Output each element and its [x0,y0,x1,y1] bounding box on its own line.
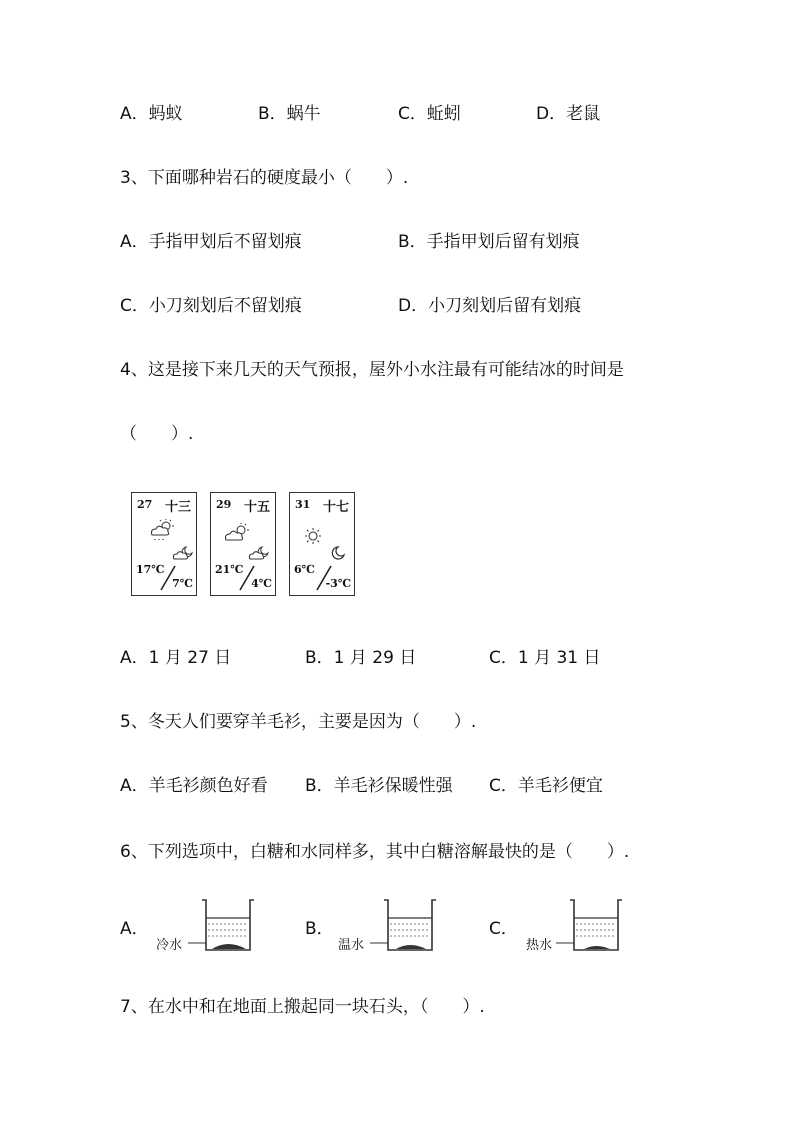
q4-option-a: A．1 月 27 日 [120,648,232,668]
cloud-moon-icon [248,545,270,561]
q4-option-b: B．1 月 29 日 [305,648,417,668]
weather-card-27 [131,492,197,596]
moon-icon [330,545,346,561]
beaker-hot-water [556,898,622,954]
q5-option-c: C．羊毛衫便宜 [489,776,603,796]
cloud-sun-icon [223,523,251,543]
beaker-label-warm: 温水 [338,938,365,953]
cloud-sun-rain-icon [148,519,176,543]
weather-card-29 [210,492,276,596]
q2-option-a: A．蚂蚁 [120,104,183,124]
card-high-temp: 17℃ [136,563,165,576]
q6-option-c: C． [489,919,518,939]
q5-option-b: B．羊毛衫保暖性强 [305,776,453,796]
q2-option-b: B．蜗牛 [258,104,321,124]
q3-option-b: B．手指甲划后留有划痕 [398,232,580,252]
q3-option-c: C．小刀刻划后不留划痕 [120,296,302,316]
q5-stem: 5、冬天人们要穿羊毛衫，主要是因为（ ）. [120,712,477,732]
q2-option-c: C．蚯蚓 [398,104,461,124]
q6-stem: 6、下列选项中，白糖和水同样多，其中白糖溶解最快的是（ ）. [120,842,630,862]
card-low-temp: -3℃ [325,577,351,590]
beaker-cold-water [188,898,254,954]
beaker-warm-water [370,898,436,954]
q6-option-a: A． [120,919,149,939]
card-high-temp: 21℃ [215,563,244,576]
card-low-temp: 7℃ [172,577,193,590]
q3-stem: 3、下面哪种岩石的硬度最小（ ）. [120,168,409,188]
q7-stem: 7、在水中和在地面上搬起同一块石头，（ ）. [120,997,485,1017]
card-date: 27 [137,498,153,511]
q2-option-d: D．老鼠 [536,104,601,124]
card-date: 31 [295,498,311,511]
sun-icon [304,527,322,545]
cloud-moon-icon [172,545,194,561]
q5-option-a: A．羊毛衫颜色好看 [120,776,268,796]
q6-option-b: B． [305,919,334,939]
q4-stem: 4、这是接下来几天的天气预报，屋外小水注最有可能结冰的时间是 [120,360,624,380]
beaker-label-hot: 热水 [526,938,553,953]
q4-option-c: C．1 月 31 日 [489,648,601,668]
q4-blank: （ ）. [120,424,194,444]
card-date: 29 [216,498,232,511]
q3-option-a: A．手指甲划后不留划痕 [120,232,302,252]
q3-option-d: D．小刀刻划后留有划痕 [398,296,582,316]
weather-card-31 [289,492,355,596]
card-high-temp: 6℃ [294,563,315,576]
card-lunar-date: 十七 [322,500,349,515]
card-lunar-date: 十三 [164,500,191,515]
card-low-temp: 4℃ [251,577,272,590]
card-lunar-date: 十五 [243,500,270,515]
beaker-label-cold: 冷水 [156,938,183,953]
